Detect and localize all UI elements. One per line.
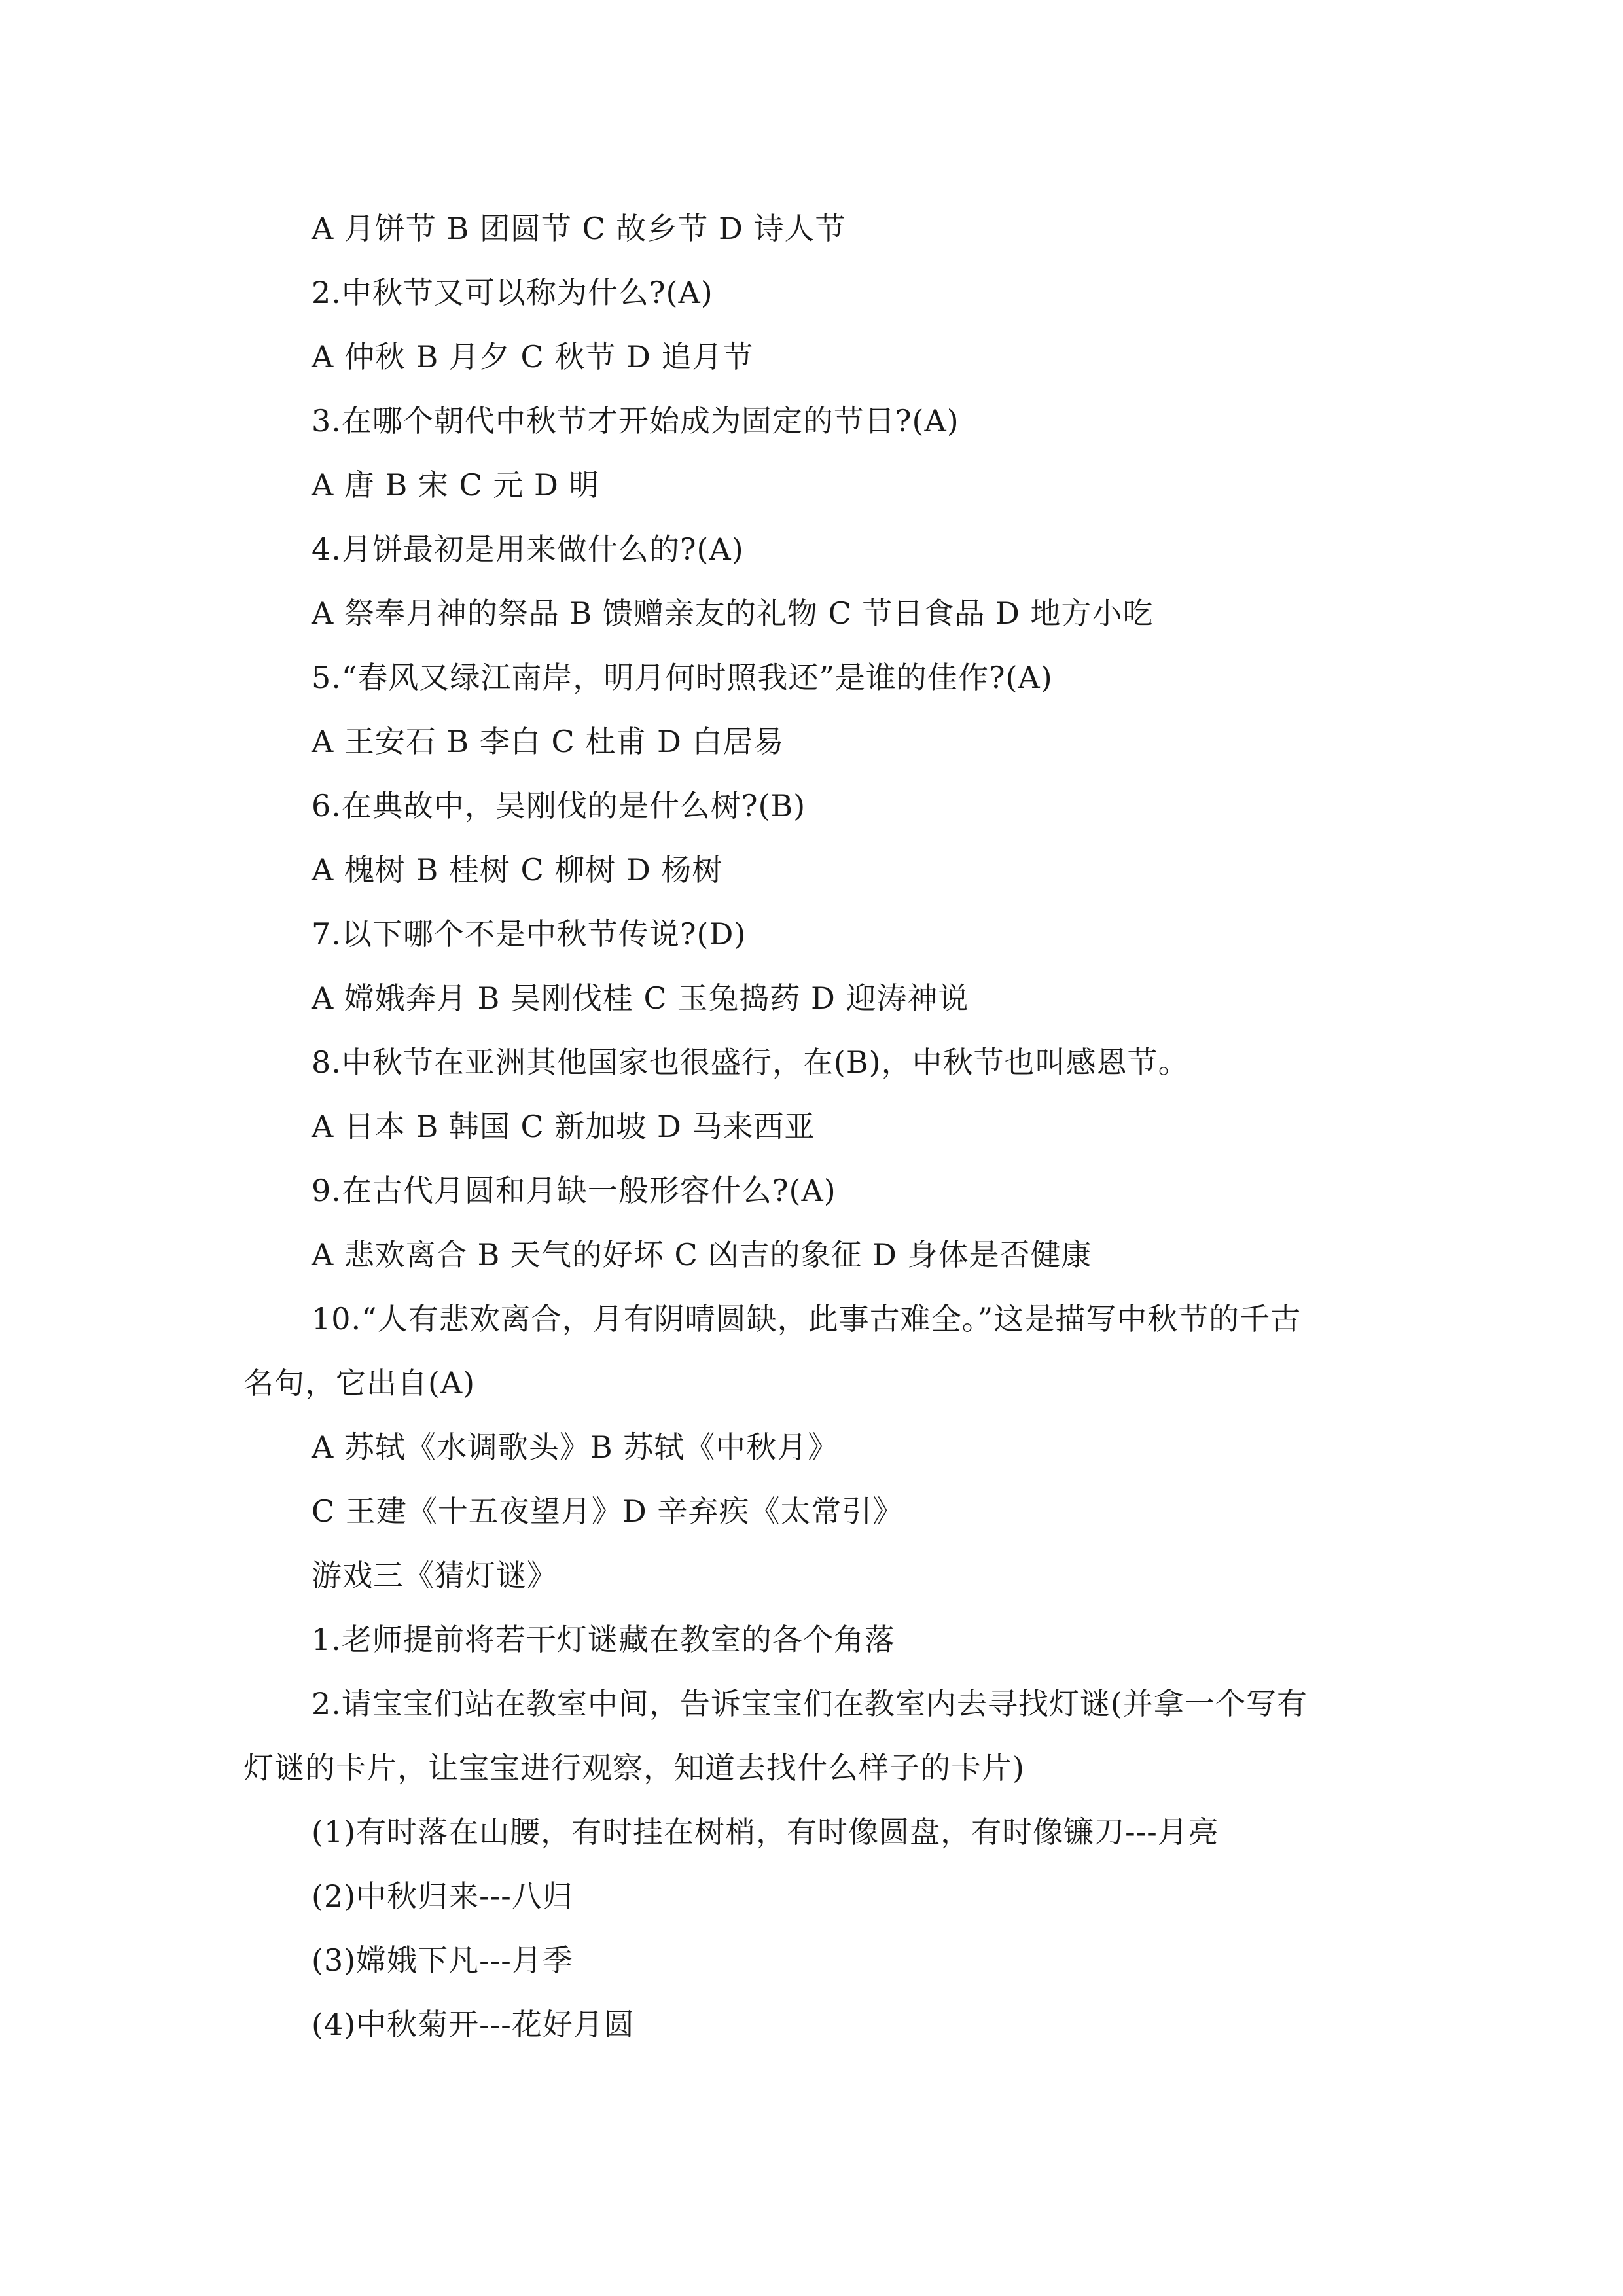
text-line: (2)中秋归来---八归 xyxy=(312,1878,573,1914)
text-line: (4)中秋菊开---花好月圆 xyxy=(312,2007,635,2042)
text-line: 10.“人有悲欢离合，月有阴晴圆缺，此事古难全。”这是描写中秋节的千古 xyxy=(312,1301,1302,1336)
text-line: 1.老师提前将若干灯谜藏在教室的各个角落 xyxy=(312,1622,895,1657)
text-line: A 王安石 B 李白 C 杜甫 D 白居易 xyxy=(312,724,785,759)
text-line: 2.请宝宝们站在教室中间，告诉宝宝们在教室内去寻找灯谜(并拿一个写有 xyxy=(312,1686,1308,1721)
text-line: 游戏三《猜灯谜》 xyxy=(312,1558,558,1593)
text-line: 6.在典故中，吴刚伐的是什么树?(B) xyxy=(312,788,806,823)
text-line: A 唐 B 宋 C 元 D 明 xyxy=(312,467,600,503)
text-line: A 日本 B 韩国 C 新加坡 D 马来西亚 xyxy=(312,1109,815,1144)
text-line: 4.月饼最初是用来做什么的?(A) xyxy=(312,531,744,567)
text-line: A 槐树 B 桂树 C 柳树 D 杨树 xyxy=(312,852,723,888)
text-line: A 仲秋 B 月夕 C 秋节 D 追月节 xyxy=(312,339,754,374)
text-line: 名句，它出自(A) xyxy=(243,1365,476,1401)
text-line: A 苏轼《水调歌头》B 苏轼《中秋月》 xyxy=(312,1429,839,1465)
text-line: 9.在古代月圆和月缺一般形容什么?(A) xyxy=(312,1173,836,1208)
document-body xyxy=(243,196,1382,2056)
text-line: C 王建《十五夜望月》D 辛弃疾《太常引》 xyxy=(312,1494,904,1529)
text-line: 8.中秋节在亚洲其他国家也很盛行，在(B)，中秋节也叫感恩节。 xyxy=(312,1045,1189,1080)
text-line: (3)嫦娥下凡---月季 xyxy=(312,1943,573,1978)
text-line: 5.“春风又绿江南岸，明月何时照我还”是谁的佳作?(A) xyxy=(312,660,1053,695)
text-line: (1)有时落在山腰，有时挂在树梢，有时像圆盘，有时像镰刀---月亮 xyxy=(312,1814,1219,1850)
text-line: 7.以下哪个不是中秋节传说?(D) xyxy=(312,916,747,952)
text-line: A 祭奉月神的祭品 B 馈赠亲友的礼物 C 节日食品 D 地方小吃 xyxy=(312,596,1154,631)
text-line: 3.在哪个朝代中秋节才开始成为固定的节日?(A) xyxy=(312,403,959,439)
text-line: A 嫦娥奔月 B 吴刚伐桂 C 玉兔捣药 D 迎涛神说 xyxy=(312,980,969,1016)
text-line: A 悲欢离合 B 天气的好坏 C 凶吉的象征 D 身体是否健康 xyxy=(312,1237,1092,1272)
text-line: A 月饼节 B 团圆节 C 故乡节 D 诗人节 xyxy=(312,211,846,246)
text-line: 灯谜的卡片，让宝宝进行观察，知道去找什么样子的卡片) xyxy=(243,1750,1025,1785)
text-line: 2.中秋节又可以称为什么?(A) xyxy=(312,275,713,310)
